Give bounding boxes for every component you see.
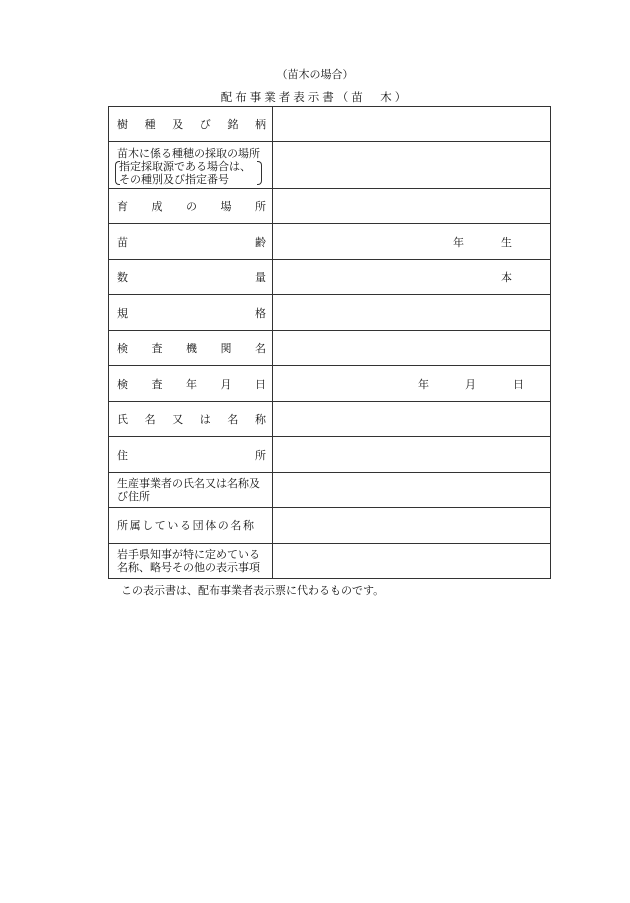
- label-char: 関: [220, 342, 232, 355]
- label-char: び: [199, 118, 211, 131]
- value-inspection-date[interactable]: [273, 366, 551, 402]
- label-name: [109, 402, 273, 437]
- label-char: 検: [117, 377, 128, 391]
- label-char: 規: [117, 306, 128, 320]
- value-collection-place[interactable]: [273, 142, 551, 189]
- label-specification: [109, 295, 273, 331]
- row-name: [109, 402, 551, 437]
- label-char: 育: [117, 200, 128, 213]
- label-char: 種: [144, 118, 156, 131]
- label-char: 銘: [227, 118, 239, 131]
- label-char: 樹: [117, 118, 128, 131]
- label-char: 名: [144, 413, 156, 426]
- unit-date-year: 年: [418, 377, 429, 391]
- label-collection-place: [109, 142, 273, 189]
- row-inspection-body: [109, 331, 551, 366]
- unit-grown: 生: [501, 235, 512, 249]
- value-address[interactable]: [273, 437, 551, 473]
- label-char: の: [186, 200, 197, 213]
- label-char: 年: [186, 377, 197, 391]
- label-char: 所: [255, 200, 266, 213]
- value-quantity[interactable]: [273, 260, 551, 295]
- label-char: 名: [255, 342, 266, 355]
- label-char: 柄: [254, 118, 266, 131]
- label-growing-place: [109, 189, 273, 224]
- label-organization-text: 所属している団体の名称: [117, 519, 256, 532]
- label-char: 場: [220, 200, 232, 213]
- value-specification[interactable]: [273, 295, 551, 331]
- label-governor-items-line1: 岩手県知事が特に定めている: [117, 548, 260, 561]
- label-collection-place-line3: その種別及び指定番号: [119, 172, 229, 186]
- label-inspection-date: [109, 366, 273, 402]
- row-quantity: [109, 260, 551, 295]
- label-char: 氏: [117, 413, 128, 426]
- label-char: 住: [117, 448, 128, 462]
- footnote: この表示書は、配布事業者表示票に代わるものです。: [121, 584, 385, 597]
- label-char: 称: [254, 413, 266, 426]
- row-address: [109, 437, 551, 473]
- label-char: 格: [255, 306, 266, 320]
- label-char: 査: [151, 342, 163, 355]
- value-governor-items[interactable]: [273, 544, 551, 579]
- label-char: 検: [117, 342, 128, 355]
- label-address: [109, 437, 273, 473]
- label-char: 齢: [255, 235, 266, 249]
- label-collection-place-line2: 指定採取源である場合は、: [119, 159, 251, 173]
- label-char: 月: [220, 377, 232, 391]
- row-specification: [109, 295, 551, 331]
- document-subtitle: （苗木の場合）: [276, 68, 354, 81]
- label-tree-species: [109, 107, 273, 142]
- value-inspection-body[interactable]: [273, 331, 551, 366]
- label-quantity: [109, 260, 273, 295]
- unit-date-day: 日: [513, 377, 524, 391]
- value-growing-place[interactable]: [273, 189, 551, 224]
- label-char: 機: [186, 342, 197, 355]
- value-tree-species[interactable]: [273, 107, 551, 142]
- label-seedling-age: [109, 224, 273, 260]
- label-producer-line1: 生産事業者の氏名又は名称及: [117, 477, 260, 490]
- label-collection-place-line1: 苗木に係る種穂の採取の場所: [117, 146, 260, 160]
- value-producer[interactable]: [273, 473, 551, 508]
- label-governor-items: [109, 544, 273, 579]
- unit-count: 本: [501, 271, 512, 284]
- label-inspection-body: [109, 331, 273, 366]
- row-seedling-age: [109, 224, 551, 260]
- row-growing-place: [109, 189, 551, 224]
- value-seedling-age[interactable]: [273, 224, 551, 260]
- label-char: 日: [255, 377, 266, 391]
- value-organization[interactable]: [273, 508, 551, 544]
- value-name[interactable]: [273, 402, 551, 437]
- label-governor-items-line2: 名称、略号その他の表示事項: [117, 561, 260, 574]
- label-char: 又: [172, 413, 184, 426]
- label-char: 量: [255, 271, 266, 284]
- label-char: 成: [151, 200, 163, 213]
- row-producer: [109, 473, 551, 508]
- label-producer: [109, 473, 273, 508]
- label-organization: [109, 508, 273, 544]
- row-governor-items: [109, 544, 551, 579]
- form-table: [108, 106, 551, 579]
- label-char: 及: [172, 118, 184, 131]
- label-char: は: [199, 413, 211, 426]
- label-char: 名: [227, 413, 239, 426]
- label-producer-line2: び住所: [117, 490, 150, 503]
- label-char: 苗: [117, 235, 128, 249]
- row-tree-species: [109, 107, 551, 142]
- label-char: 所: [255, 448, 266, 462]
- row-inspection-date: [109, 366, 551, 402]
- unit-date-month: 月: [465, 377, 476, 391]
- label-char: 数: [117, 271, 128, 284]
- row-collection-place: [109, 142, 551, 189]
- document-title: 配布事業者表示書（苗 木）: [220, 90, 410, 104]
- label-char: 査: [151, 377, 163, 391]
- row-organization: [109, 508, 551, 544]
- unit-year: 年: [453, 235, 464, 249]
